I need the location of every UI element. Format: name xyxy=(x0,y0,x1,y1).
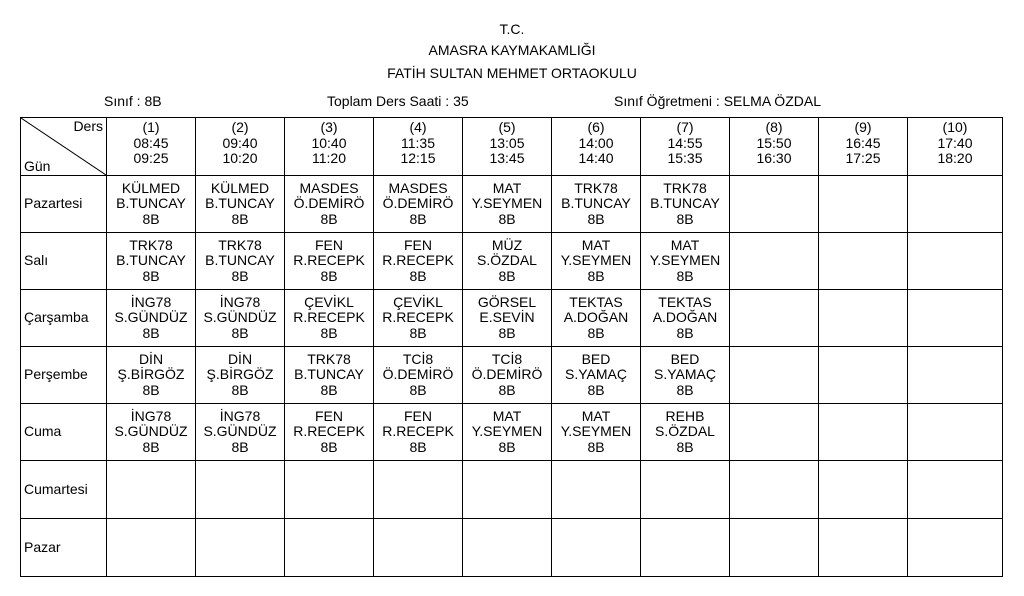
lesson-cell xyxy=(463,176,552,233)
empty-lesson-cell xyxy=(107,461,196,519)
lesson-teacher: Y.SEYMEN xyxy=(649,252,721,269)
lesson-teacher: S.GÜNDÜZ xyxy=(114,423,188,440)
lesson-cell xyxy=(463,347,552,404)
lesson-course: TCİ8 xyxy=(402,350,434,367)
lesson-course: TEKTAS xyxy=(658,293,712,310)
lesson-teacher: R.RECEPK xyxy=(293,252,365,269)
day-name-cell: Cumartesi xyxy=(21,461,107,519)
lesson-class: 8B xyxy=(587,438,605,455)
lesson-course: İNG78 xyxy=(219,407,261,424)
period-header-cell xyxy=(641,118,730,176)
day-row xyxy=(21,519,1003,577)
lesson-course: TCİ8 xyxy=(491,350,523,367)
lesson-teacher: S.YAMAÇ xyxy=(654,366,716,383)
period-start-time: 17:40 xyxy=(937,134,973,151)
day-name-cell: Salı xyxy=(21,233,107,290)
period-start-time: 14:55 xyxy=(667,134,703,151)
lesson-teacher: E.SEVİN xyxy=(479,309,535,326)
empty-lesson-cell xyxy=(641,519,730,577)
lesson-teacher: R.RECEPK xyxy=(382,309,454,326)
lesson-cell xyxy=(107,233,196,290)
lesson-class: 8B xyxy=(498,210,516,227)
day-name-cell: Perşembe xyxy=(21,347,107,404)
lesson-class: 8B xyxy=(676,438,694,455)
empty-lesson-cell xyxy=(819,404,908,461)
meta-sinif-label: Sınıf xyxy=(104,93,133,109)
corner-gun-label: Gün xyxy=(24,157,51,174)
timetable-header-row xyxy=(21,118,1003,176)
lesson-cell xyxy=(552,404,641,461)
empty-lesson-cell xyxy=(908,519,1003,577)
lesson-course: FEN xyxy=(315,236,343,253)
lesson-course: BED xyxy=(670,350,700,367)
lesson-cell xyxy=(285,233,374,290)
header-tc: T.C. xyxy=(499,21,525,37)
period-end-time: 13:45 xyxy=(489,150,525,166)
empty-lesson-cell xyxy=(908,290,1003,347)
lesson-class: 8B xyxy=(676,210,694,227)
meta-sinif: Sınıf : 8B xyxy=(104,93,162,109)
period-number: (4) xyxy=(409,119,427,135)
lesson-course: TRK78 xyxy=(574,179,618,196)
lesson-course: KÜLMED xyxy=(210,179,270,196)
empty-lesson-cell xyxy=(730,176,819,233)
empty-lesson-cell xyxy=(196,461,285,519)
lesson-course: MASDES xyxy=(299,179,359,196)
empty-lesson-cell xyxy=(552,461,641,519)
lesson-cell xyxy=(463,290,552,347)
period-number: (1) xyxy=(142,119,160,135)
period-end-time: 12:15 xyxy=(400,150,436,166)
meta-ogretmen-value: SELMA ÖZDAL xyxy=(723,93,821,109)
period-start-time: 16:45 xyxy=(845,134,881,151)
period-start-time: 09:40 xyxy=(222,134,258,151)
empty-lesson-cell xyxy=(374,461,463,519)
period-number: (6) xyxy=(587,119,605,135)
lesson-class: 8B xyxy=(320,324,338,341)
period-start-time: 15:50 xyxy=(756,134,792,151)
lesson-class: 8B xyxy=(409,438,427,455)
lesson-teacher: S.YAMAÇ xyxy=(565,366,627,383)
lesson-cell xyxy=(641,404,730,461)
lesson-cell xyxy=(552,233,641,290)
empty-lesson-cell xyxy=(285,519,374,577)
lesson-teacher: B.TUNCAY xyxy=(294,366,364,383)
lesson-cell xyxy=(641,347,730,404)
lesson-teacher: Ö.DEMİRÖ xyxy=(471,366,543,383)
corner-ders-label: Ders xyxy=(73,118,103,134)
lesson-teacher: R.RECEPK xyxy=(382,423,454,440)
lesson-teacher: R.RECEPK xyxy=(293,423,365,440)
period-header-cell xyxy=(730,118,819,176)
empty-lesson-cell xyxy=(819,233,908,290)
lesson-course: MASDES xyxy=(388,179,448,196)
lesson-cell xyxy=(285,347,374,404)
lesson-class: 8B xyxy=(231,381,249,398)
period-number: (8) xyxy=(765,119,783,135)
meta-toplam-value: 35 xyxy=(453,93,469,109)
day-row xyxy=(21,347,1003,404)
empty-lesson-cell xyxy=(819,519,908,577)
lesson-teacher: Ö.DEMİRÖ xyxy=(382,195,454,212)
lesson-class: 8B xyxy=(142,381,160,398)
lesson-teacher: B.TUNCAY xyxy=(205,195,275,212)
period-header-cell xyxy=(285,118,374,176)
lesson-class: 8B xyxy=(587,267,605,284)
lesson-course: REHB xyxy=(665,407,705,424)
lesson-teacher: S.GÜNDÜZ xyxy=(203,423,277,440)
empty-lesson-cell xyxy=(107,519,196,577)
lesson-teacher: R.RECEPK xyxy=(293,309,365,326)
lesson-class: 8B xyxy=(142,324,160,341)
lesson-cell xyxy=(641,176,730,233)
period-end-time: 09:25 xyxy=(133,150,169,166)
period-end-time: 18:20 xyxy=(937,150,973,166)
lesson-course: TRK78 xyxy=(129,236,173,253)
period-end-time: 10:20 xyxy=(222,150,258,166)
period-header-cell xyxy=(819,118,908,176)
lesson-teacher: A.DOĞAN xyxy=(563,309,629,326)
lesson-class: 8B xyxy=(409,210,427,227)
lesson-cell xyxy=(374,176,463,233)
empty-lesson-cell xyxy=(730,461,819,519)
period-header-cell xyxy=(908,118,1003,176)
empty-lesson-cell xyxy=(908,404,1003,461)
lesson-course: ÇEVİKL xyxy=(393,293,443,310)
lesson-course: İNG78 xyxy=(130,407,172,424)
lesson-class: 8B xyxy=(587,210,605,227)
empty-lesson-cell xyxy=(730,233,819,290)
day-name-cell: Cuma xyxy=(21,404,107,461)
lesson-cell xyxy=(196,233,285,290)
lesson-teacher: B.TUNCAY xyxy=(116,252,186,269)
lesson-class: 8B xyxy=(409,324,427,341)
empty-lesson-cell xyxy=(641,461,730,519)
period-number: (10) xyxy=(942,119,968,135)
lesson-class: 8B xyxy=(231,210,249,227)
lesson-course: FEN xyxy=(404,236,432,253)
period-start-time: 14:00 xyxy=(578,134,614,151)
lesson-teacher: R.RECEPK xyxy=(382,252,454,269)
lesson-cell xyxy=(463,233,552,290)
period-end-time: 11:20 xyxy=(312,150,346,166)
lesson-teacher: S.ÖZDAL xyxy=(655,423,715,440)
day-name-cell: Pazartesi xyxy=(21,176,107,233)
period-start-time: 08:45 xyxy=(133,134,169,151)
lesson-class: 8B xyxy=(142,438,160,455)
lesson-course: BED xyxy=(581,350,611,367)
lesson-course: KÜLMED xyxy=(121,179,181,196)
lesson-teacher: A.DOĞAN xyxy=(652,309,718,326)
corner-cell xyxy=(21,118,107,176)
empty-lesson-cell xyxy=(908,461,1003,519)
lesson-class: 8B xyxy=(676,267,694,284)
lesson-teacher: S.GÜNDÜZ xyxy=(203,309,277,326)
lesson-class: 8B xyxy=(320,267,338,284)
period-start-time: 10:40 xyxy=(311,134,347,151)
lesson-class: 8B xyxy=(231,267,249,284)
meta-ogretmen-label: Sınıf Öğretmeni xyxy=(614,93,713,109)
period-number: (7) xyxy=(676,119,694,135)
lesson-cell xyxy=(196,290,285,347)
lesson-course: DİN xyxy=(227,350,253,367)
lesson-cell xyxy=(552,176,641,233)
lesson-cell xyxy=(107,404,196,461)
meta-sinif-ogretmeni: Sınıf Öğretmeni : SELMA ÖZDAL xyxy=(614,93,821,109)
empty-lesson-cell xyxy=(730,404,819,461)
empty-lesson-cell xyxy=(819,461,908,519)
lesson-class: 8B xyxy=(498,438,516,455)
header-school-name: FATİH SULTAN MEHMET ORTAOKULU xyxy=(387,65,637,81)
day-row xyxy=(21,176,1003,233)
period-number: (2) xyxy=(231,119,249,135)
empty-lesson-cell xyxy=(908,176,1003,233)
lesson-teacher: B.TUNCAY xyxy=(205,252,275,269)
lesson-course: İNG78 xyxy=(130,293,172,310)
empty-lesson-cell xyxy=(730,290,819,347)
lesson-teacher: B.TUNCAY xyxy=(561,195,631,212)
lesson-teacher: Ş.BİRGÖZ xyxy=(117,366,185,383)
lesson-class: 8B xyxy=(320,381,338,398)
lesson-course: FEN xyxy=(404,407,432,424)
lesson-class: 8B xyxy=(409,381,427,398)
lesson-class: 8B xyxy=(320,438,338,455)
period-header-cell xyxy=(374,118,463,176)
period-number: (3) xyxy=(320,119,338,135)
lesson-course: TRK78 xyxy=(307,350,351,367)
empty-lesson-cell xyxy=(196,519,285,577)
empty-lesson-cell xyxy=(819,347,908,404)
empty-lesson-cell xyxy=(908,233,1003,290)
lesson-class: 8B xyxy=(231,438,249,455)
lesson-cell xyxy=(107,290,196,347)
period-start-time: 13:05 xyxy=(489,134,525,151)
lesson-course: GÖRSEL xyxy=(477,293,537,310)
lesson-course: TRK78 xyxy=(663,179,707,196)
period-header-cell xyxy=(196,118,285,176)
day-row xyxy=(21,461,1003,519)
period-end-time: 17:25 xyxy=(845,150,881,166)
timetable xyxy=(20,117,1003,577)
period-header-cell xyxy=(463,118,552,176)
lesson-teacher: Ş.BİRGÖZ xyxy=(206,366,274,383)
lesson-class: 8B xyxy=(409,267,427,284)
lesson-cell xyxy=(196,176,285,233)
lesson-cell xyxy=(196,347,285,404)
lesson-class: 8B xyxy=(231,324,249,341)
lesson-course: MAT xyxy=(492,179,522,196)
lesson-cell xyxy=(374,233,463,290)
lesson-cell xyxy=(641,233,730,290)
lesson-cell xyxy=(463,404,552,461)
lesson-teacher: Y.SEYMEN xyxy=(471,423,543,440)
lesson-course: ÇEVİKL xyxy=(304,293,354,310)
lesson-cell xyxy=(107,347,196,404)
period-end-time: 16:30 xyxy=(756,150,792,166)
lesson-class: 8B xyxy=(587,324,605,341)
empty-lesson-cell xyxy=(463,519,552,577)
lesson-teacher: S.ÖZDAL xyxy=(477,252,537,269)
lesson-teacher: Y.SEYMEN xyxy=(560,423,632,440)
lesson-teacher: S.GÜNDÜZ xyxy=(114,309,188,326)
empty-lesson-cell xyxy=(463,461,552,519)
lesson-cell xyxy=(285,290,374,347)
lesson-course: MAT xyxy=(581,236,611,253)
lesson-class: 8B xyxy=(676,381,694,398)
header-kaymakamlik: AMASRA KAYMAKAMLIĞI xyxy=(428,42,596,58)
empty-lesson-cell xyxy=(730,519,819,577)
day-name-cell: Pazar xyxy=(21,519,107,577)
lesson-course: DİN xyxy=(138,350,164,367)
period-number: (5) xyxy=(498,119,516,135)
lesson-cell xyxy=(552,290,641,347)
empty-lesson-cell xyxy=(730,347,819,404)
period-end-time: 14:40 xyxy=(578,150,614,166)
lesson-course: İNG78 xyxy=(219,293,261,310)
lesson-cell xyxy=(641,290,730,347)
empty-lesson-cell xyxy=(552,519,641,577)
lesson-teacher: Ö.DEMİRÖ xyxy=(293,195,365,212)
lesson-course: TRK78 xyxy=(218,236,262,253)
period-header-cell xyxy=(552,118,641,176)
lesson-class: 8B xyxy=(142,210,160,227)
meta-toplam-label: Toplam Ders Saati xyxy=(327,93,442,109)
lesson-class: 8B xyxy=(142,267,160,284)
lesson-cell xyxy=(374,404,463,461)
lesson-teacher: B.TUNCAY xyxy=(650,195,720,212)
lesson-class: 8B xyxy=(498,324,516,341)
lesson-class: 8B xyxy=(498,267,516,284)
lesson-cell xyxy=(285,176,374,233)
lesson-teacher: Y.SEYMEN xyxy=(560,252,632,269)
lesson-cell xyxy=(196,404,285,461)
lesson-cell xyxy=(552,347,641,404)
lesson-course: MAT xyxy=(492,407,522,424)
lesson-course: TEKTAS xyxy=(569,293,623,310)
day-row xyxy=(21,233,1003,290)
lesson-teacher: Ö.DEMİRÖ xyxy=(382,366,454,383)
lesson-class: 8B xyxy=(498,381,516,398)
lesson-cell xyxy=(374,347,463,404)
empty-lesson-cell xyxy=(819,290,908,347)
day-name-cell: Çarşamba xyxy=(21,290,107,347)
period-start-time: 11:35 xyxy=(401,134,435,151)
lesson-course: MAT xyxy=(670,236,700,253)
empty-lesson-cell xyxy=(285,461,374,519)
lesson-course: MÜZ xyxy=(491,236,523,253)
empty-lesson-cell xyxy=(374,519,463,577)
meta-toplam-ders-saati: Toplam Ders Saati : 35 xyxy=(327,93,469,109)
lesson-course: MAT xyxy=(581,407,611,424)
lesson-cell xyxy=(107,176,196,233)
period-header-cell xyxy=(107,118,196,176)
lesson-teacher: Y.SEYMEN xyxy=(471,195,543,212)
lesson-class: 8B xyxy=(587,381,605,398)
day-row xyxy=(21,404,1003,461)
day-row xyxy=(21,290,1003,347)
lesson-course: FEN xyxy=(315,407,343,424)
lesson-cell xyxy=(285,404,374,461)
lesson-class: 8B xyxy=(676,324,694,341)
lesson-teacher: B.TUNCAY xyxy=(116,195,186,212)
empty-lesson-cell xyxy=(908,347,1003,404)
meta-sinif-value: 8B xyxy=(144,93,162,109)
empty-lesson-cell xyxy=(819,176,908,233)
period-number: (9) xyxy=(854,119,872,135)
lesson-cell xyxy=(374,290,463,347)
period-end-time: 15:35 xyxy=(667,150,703,166)
lesson-class: 8B xyxy=(320,210,338,227)
